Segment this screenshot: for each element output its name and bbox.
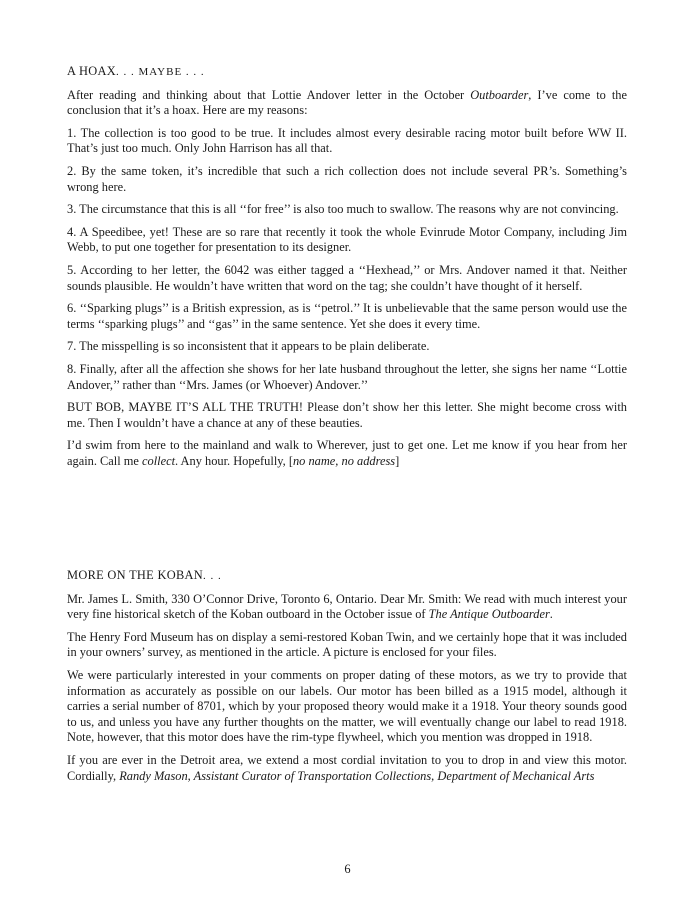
closing-bracket: ] [395, 453, 400, 468]
outboarder-title: Outboarder [470, 87, 529, 102]
koban-signature: Randy Mason, Assistant Curator of Transportation Collections, Department of Mechanical Arts [119, 768, 595, 783]
reason-6: 6. ‘‘Sparking plugs’’ is a British expression, as is ‘‘petrol.’’ It is unbelievable that the same person would use the terms ‘‘sparking plugs’’ and ‘‘gas’’ in the same sentence. Yet she does it every time. [67, 301, 627, 331]
koban-heading-text: MORE ON THE KOBAN [67, 568, 204, 582]
page-number: 6 [344, 862, 351, 876]
closing-collect: collect [142, 453, 176, 468]
closing-text: I’d swim from here to the mainland and walk to Wherever, just to get one. Let me know if you hear from her again. Call me [67, 438, 627, 468]
reason-2: 2. By the same token, it’s incredible that such a rich collection does not include several PR’s. Something’s wrong here. [67, 163, 627, 194]
koban-heading [67, 568, 627, 585]
hoax-intro-text-end: , I’ve come to the conclusion that it’s a hoax. Here are my reasons: [67, 87, 628, 118]
hoax-intro [67, 88, 627, 119]
koban-paragraph-3: We were particularly interested in your comments on proper dating of these motors, as we try to provide that information as accurately as possible on our labels. Our motor has been billed as a 1915 model, although it carries a serial number of 8701, which by your proposed theory would make it a 1918. Your theory sounds good to us, and unless you have any further thoughts on the matter, we will eventually change our label to read 1918. Note, however, that this motor does have the rim-type flywheel, which you mention was dropped in 1918. [67, 667, 627, 745]
reason-8: 8. Finally, after all the affection she shows for her late husband throughout the letter, she signs her name ‘‘Lottie Andover,’’ rather than ‘‘Mrs. James (or Whoever) Andover.’’ [67, 361, 627, 392]
reason-4: 4. A Speedibee, yet! These are so rare that recently it took the whole Evinrude Motor Company, including Jim Webb, to put one together for presentation to its designer. [67, 224, 627, 255]
hoax-closing [67, 438, 627, 469]
reason-7: 7. The misspelling is so inconsistent that it appears to be plain deliberate. [67, 339, 430, 354]
koban-paragraph-1 [67, 592, 627, 623]
closing-signature: no name, no address [292, 453, 396, 468]
koban-p1-end: . [549, 607, 553, 622]
koban-heading-suffix: . . . [203, 570, 222, 582]
hoax-intro-text: After reading and thinking about that Lottie Andover letter in the October [67, 87, 471, 102]
koban-section [67, 568, 627, 791]
reason-5: 5. According to her letter, the 6042 was either tagged a ‘‘Hexhead,’’ or Mrs. Andover named it that. Neither sounds plausible. He wouldn’t have written that word on the tag; she couldn’t have thought of it herself. [67, 262, 627, 293]
koban-p4-text: If you are ever in the Detroit area, we extend a most cordial invitation to you to drop in and view this motor. Cordially, [67, 752, 627, 783]
but-bob-paragraph: BUT BOB, MAYBE IT’S ALL THE TRUTH! Please don’t show her this letter. She might become cross with me. Then I wouldn’t have a chance at any of these beauties. [67, 400, 627, 430]
koban-paragraph-4 [67, 753, 627, 784]
antique-outboarder-title: The Antique Outboarder [428, 607, 550, 622]
hoax-heading-text: A HOAX [67, 64, 116, 78]
hoax-heading [67, 64, 627, 81]
hoax-section [67, 64, 627, 476]
koban-p1-text: Mr. James L. Smith, 330 O’Connor Drive, Toronto 6, Ontario. Dear Mr. Smith: We read with much interest your very fine historical sketch of the Koban outboard in the October issue of [67, 591, 627, 622]
closing-text-mid: . Any hour. Hopefully, [ [175, 453, 293, 468]
koban-paragraph-2: The Henry Ford Museum has on display a semi-restored Koban Twin, and we certainly hope that it was included in your owners’ survey, as mentioned in the article. A picture is enclosed for your files. [67, 629, 627, 660]
hoax-heading-suffix: . . . MAYBE . . . [115, 66, 205, 78]
reason-1: 1. The collection is too good to be true. It includes almost every desirable racing motor built before WW II. That’s just too much. Only John Harrison has all that. [67, 125, 627, 156]
reason-3: 3. The circumstance that this is all ‘‘for free’’ is also too much to swallow. The reasons why are not convincing. [67, 202, 619, 217]
